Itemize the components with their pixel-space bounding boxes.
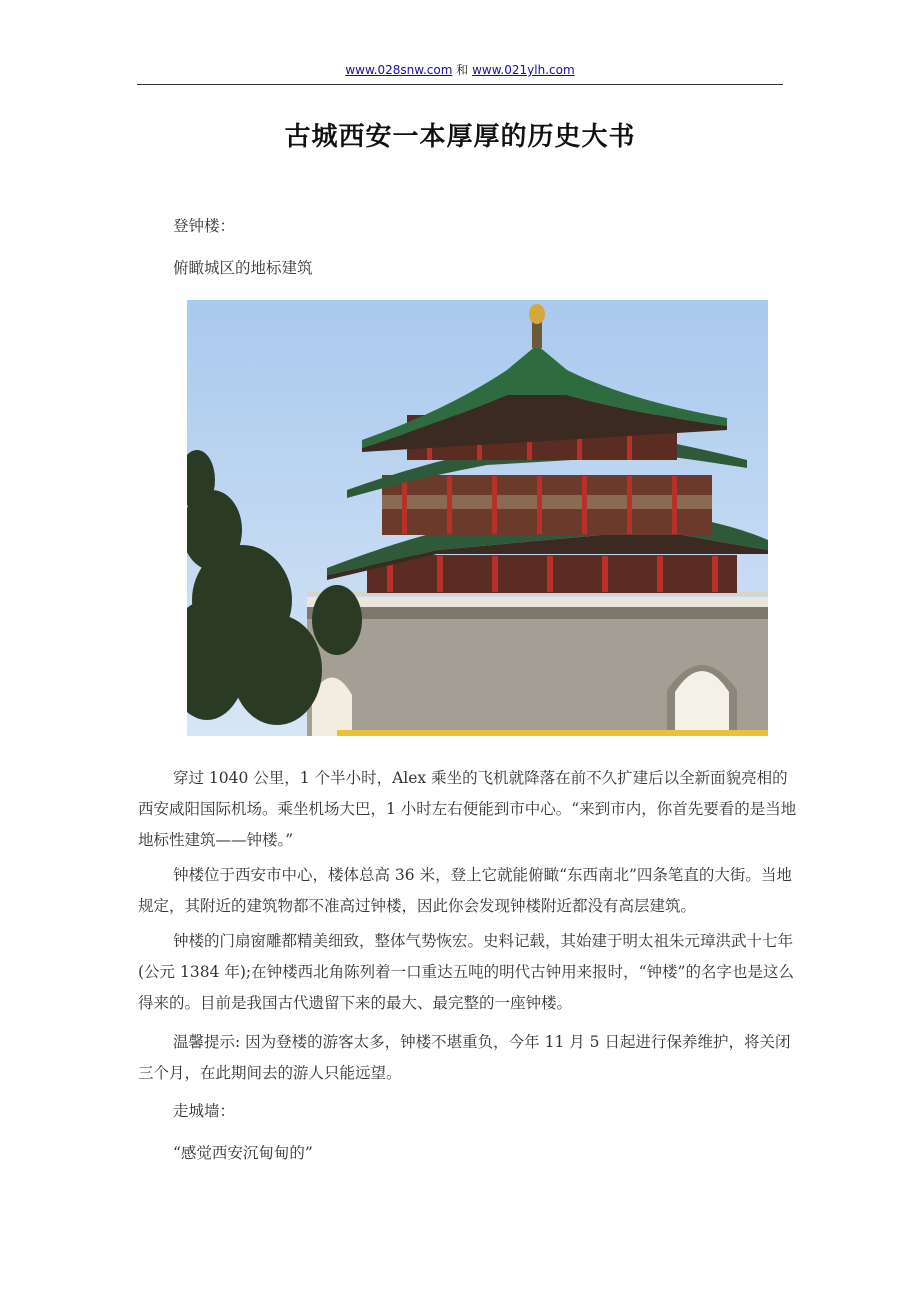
- header-link-021ylh[interactable]: www.021ylh.com: [472, 63, 575, 77]
- section-heading-bell-tower: 登钟楼：: [173, 217, 236, 235]
- article-title: 古城西安一本厚厚的历史大书: [284, 122, 636, 152]
- header-separator: 和: [456, 63, 469, 77]
- paragraph-arrival: 穿过 1040 公里，1 个半小时，Alex 乘坐的飞机就降落在前不久扩建后以全新面貌亮相的西安咸阳国际机场。乘坐机场大巴，1 小时左右便能到市中心。“来到市内，你首先要看的是当地地标性建筑——钟楼。”: [138, 769, 797, 849]
- paragraph-bell-tower-history: 钟楼的门扇窗雕都精美细致，整体气势恢宏。史料记载，其始建于明太祖朱元璋洪武十七年(公元 1384 年);在钟楼西北角陈列着一口重达五吨的明代古钟用来报时，“钟楼”的名字也是这么得来的。目前是我国古代遗留下来的最大、最完整的一座钟楼。: [138, 932, 794, 1012]
- section-subheading-city-wall: “感觉西安沉甸甸的”: [173, 1144, 313, 1162]
- paragraph-tip: 温馨提示: 因为登楼的游客太多，钟楼不堪重负，今年 11 月 5 日起进行保养维护，将关闭三个月，在此期间去的游人只能远望。: [138, 1033, 791, 1082]
- header-link-028snw[interactable]: www.028snw.com: [345, 63, 453, 77]
- page-header: [137, 62, 783, 78]
- section-heading-city-wall: 走城墙：: [173, 1102, 236, 1120]
- section-subheading-bell-tower: 俯瞰城区的地标建筑: [173, 259, 313, 277]
- paragraph-bell-tower-location: 钟楼位于西安市中心，楼体总高 36 米，登上它就能俯瞰“东西南北”四条笔直的大街。当地规定，其附近的建筑物都不准高过钟楼，因此你会发现钟楼附近都没有高层建筑。: [138, 866, 792, 915]
- header-rule: [137, 84, 783, 85]
- bell-tower-photo: [187, 300, 768, 736]
